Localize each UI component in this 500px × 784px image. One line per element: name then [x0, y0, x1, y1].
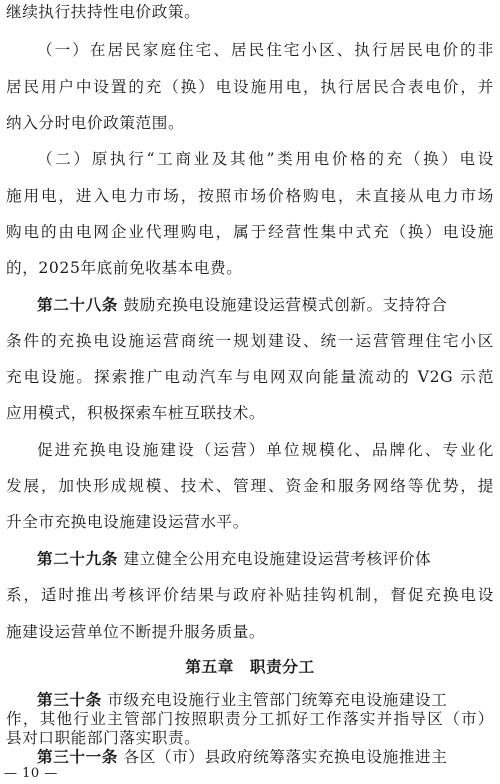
article-29-line [37, 549, 494, 569]
paragraph-line: （二）原执行“工商业及其他”类用电价格的充（换）电设 [37, 150, 494, 168]
article-28-text: 鼓励充换电设施建设运营模式创新。支持符合 [123, 296, 448, 314]
paragraph-line: 纳入分时电价政策范围。 [6, 114, 185, 132]
chapter-heading [0, 656, 500, 678]
paragraph-line: 居民用户中设置的充（换）电设施用电，执行居民合表电价，并 [6, 78, 494, 96]
article-28-heading: 第二十八条 [37, 295, 118, 314]
paragraph-line: 促进充换电设施建设（运营）单位规模化、品牌化、专业化 [37, 441, 494, 459]
paragraph-line: 施建设运营单位不断提升服务质量。 [6, 623, 266, 641]
paragraph-line: 县对口职能部门落实职责。 [6, 729, 201, 747]
paragraph-line: 系，适时推出考核评价结果与政府补贴挂钩机制，督促充换电设 [6, 586, 494, 604]
chapter-number: 第五章 [185, 657, 234, 676]
article-30-text: 市级充电设施行业主管部门统筹充电设施建设工 [107, 691, 448, 709]
paragraph-line: 应用模式，积极探索车桩互联技术。 [6, 404, 266, 422]
paragraph-line: （一）在居民家庭住宅、居民住宅小区、执行居民电价的非 [37, 41, 494, 59]
paragraph-line: 充电设施。探索推广电动汽车与电网双向能量流动的 V2G 示范 [6, 368, 494, 386]
article-30-line [37, 690, 494, 710]
paragraph-line: 升全市充换电设施建设运营水平。 [6, 513, 249, 531]
article-30-heading: 第三十条 [37, 690, 102, 709]
chapter-title: 职责分工 [249, 657, 315, 676]
article-29-heading: 第二十九条 [37, 549, 118, 568]
article-28-line [37, 295, 494, 315]
article-29-text: 建立健全公用充电设施建设运营考核评价体 [123, 550, 432, 568]
paragraph-line: 发展，加快形成规模、技术、管理、资金和服务网络等优势，提 [6, 477, 494, 495]
page-number: — 10 — [4, 766, 58, 781]
paragraph-line: 施用电，进入电力市场，按照市场价格购电，未直接从电力市场 [6, 187, 494, 205]
article-31-heading: 第三十一条 [37, 747, 118, 766]
paragraph-line: 购电的由电网企业代理购电，属于经营性集中式充（换）电设施 [6, 223, 494, 241]
paragraph-line: 继续执行扶持性电价政策。 [6, 3, 201, 21]
article-31-line [37, 747, 494, 767]
article-31-text: 各区（市）县政府统筹落实充换电设施推进主 [117, 748, 448, 766]
paragraph-line: 作，其他行业主管部门按照职责分工抓好工作落实并指导区（市） [6, 710, 494, 728]
paragraph-line: 的，2025年底前免收基本电费。 [6, 259, 243, 277]
paragraph-line: 条件的充换电设施运营商统一规划建设、统一运营管理住宅小区 [6, 332, 494, 350]
